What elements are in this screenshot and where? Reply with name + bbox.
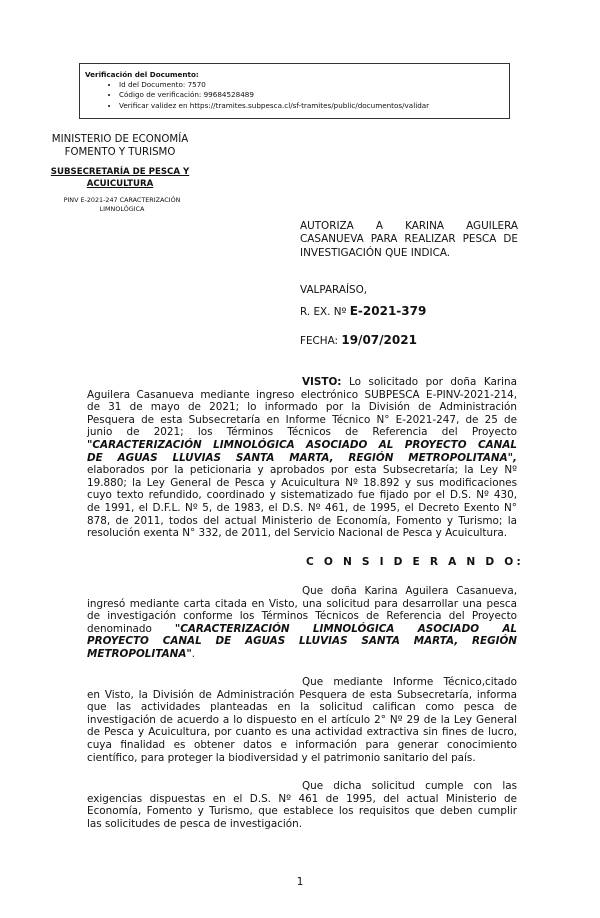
date-label: FECHA: <box>300 335 339 347</box>
considerando-paragraph-3 <box>87 780 517 830</box>
paragraph-line: investigación de acuerdo a lo dispuesto en el artículo 2° Nº 29 de la Ley General <box>87 713 517 726</box>
visto-line: cuyo texto refundido, coordinado y sistematizado fue fijado por el D.S. Nº 430, <box>87 489 517 502</box>
pinv-line-1: PINV E-2021-247 CARACTERIZACIÓN <box>63 196 181 204</box>
resolution-title-line: CASANUEVA PARA REALIZAR PESCA DE <box>300 233 518 246</box>
paragraph-line <box>87 648 517 661</box>
date-value: 19/07/2021 <box>341 333 417 347</box>
paragraph-line: las solicitudes de pesca de investigación. <box>87 817 303 830</box>
verification-id: • Id del Documento: 7570 <box>119 80 509 90</box>
paragraph-line: Que dicha solicitud cumple con las <box>302 780 517 792</box>
paragraph-line: Que doña Karina Aguilera Casanueva, <box>302 585 517 597</box>
pinv-line-2: LIMNOLÓGICA <box>99 204 145 213</box>
page-number: 1 <box>296 876 304 888</box>
paragraph-line: de investigación conforme los Términos Técnicos de Referencia del Proyecto <box>87 610 517 623</box>
resolution-title-line: INVESTIGACIÓN QUE INDICA. <box>300 246 451 259</box>
project-title-line: PROYECTO CANAL DE AGUAS LLUVIAS SANTA MARTA, REGIÓN <box>87 635 517 648</box>
resolution-number <box>300 304 426 318</box>
paragraph-text: . <box>191 647 196 660</box>
paragraph-line: cuya finalidad es obtener datos e información para generar conocimiento <box>87 738 517 751</box>
visto-label: VISTO: <box>302 376 342 388</box>
visto-line <box>87 376 517 389</box>
visto-line: Pesquera de esta Subsecretaría en Informe Técnico N° E-2021-247, de 25 de <box>87 413 517 426</box>
visto-line: 878, de 2011, todos del actual Ministerio de Economía, Fomento y Turismo; la <box>87 514 517 527</box>
paragraph-line: Economía, Fomento y Turismo, que establece los requisitos que deben cumplir <box>87 805 517 818</box>
verification-url: • Verificar validez en https://tramites.subpesca.cl/sf-tramites/public/documentos/validar <box>119 101 509 111</box>
visto-line: Aguilera Casanueva mediante ingreso electrónico SUBPESCA E-PINV-2021-214, <box>87 388 517 401</box>
considerando-paragraph-1 <box>87 585 517 661</box>
visto-line: junio de 2021; los Términos Técnicos de Referencia del Proyecto <box>87 426 517 439</box>
resolution-title <box>300 220 518 260</box>
project-title-line: METROPOLITANA" <box>87 647 192 660</box>
verification-code: • Código de verificación: 99684528489 <box>119 90 509 100</box>
project-title-line: DE AGUAS LLUVIAS SANTA MARTA, REGIÓN METROPOLITANA", <box>87 451 517 464</box>
paragraph-line <box>87 623 517 636</box>
verification-list <box>85 80 509 111</box>
place: VALPARAÍSO, <box>300 284 368 296</box>
visto-line: resolución exenta N° 332, de 2011, del Servicio Nacional de Pesca y Acuicultura. <box>87 527 508 540</box>
considerando-paragraph-2 <box>87 676 517 764</box>
paragraph-text: denominado <box>87 622 152 635</box>
resolution-date <box>300 333 417 347</box>
visto-section <box>87 376 517 540</box>
paragraph-line: Que mediante Informe Técnico,citado <box>302 676 517 688</box>
ministry-line-2: FOMENTO Y TURISMO <box>64 147 176 158</box>
pinv-reference <box>32 196 212 213</box>
ministry-heading <box>40 133 200 159</box>
rex-label: R. EX. Nº <box>300 306 347 318</box>
resolution-title-line: AUTORIZA A KARINA AGUILERA <box>300 220 518 232</box>
subsecretaria-line-1: SUBSECRETARÍA DE PESCA Y <box>50 167 190 177</box>
paragraph-line: científico, para proteger la biodiversidad y el patrimonio sanitario del país. <box>87 751 476 764</box>
paragraph-line: en Visto, la División de Administración Pesquera de esta Subsecretaría, informa <box>87 688 517 701</box>
subsecretaria-line-2: ACUICULTURA <box>86 179 154 189</box>
paragraph-line: ingresó mediante carta citada en Visto, una solicitud para desarrollar una pesca <box>87 597 517 610</box>
visto-line: de 31 de mayo de 2021; lo informado por la División de Administración <box>87 401 517 414</box>
project-title-line: "CARACTERIZACIÓN LIMNOLÓGICA ASOCIADO AL <box>174 622 517 635</box>
visto-line: elaborados por la peticionaria y aprobados por esta Subsecretaría; la Ley Nº <box>87 464 517 477</box>
paragraph-line: de Pesca y Acuicultura, por cuanto es una actividad extractiva sin fines de lucro, <box>87 726 517 739</box>
verification-title: Verificación del Documento: <box>85 70 199 79</box>
project-title-line: "CARACTERIZACIÓN LIMNOLÓGICA ASOCIADO AL PROYECTO CANAL <box>87 438 517 451</box>
paragraph-line: exigencias dispuestas en el D.S. Nº 461 de 1995, del actual Ministerio de <box>87 792 517 805</box>
subsecretaria-heading <box>40 166 200 190</box>
visto-line: de 1991, el D.F.L. Nº 5, de 1983, el D.S. Nº 461, de 1995, el Decreto Exento N° <box>87 501 517 514</box>
paragraph-line: que las actividades planteadas en la solicitud califican como pesca de <box>87 701 517 714</box>
visto-text: Lo solicitado por doña Karina <box>349 376 517 388</box>
ministry-line-1: MINISTERIO DE ECONOMÍA <box>51 134 189 145</box>
considerando-heading: C O N S I D E R A N D O: <box>306 556 524 568</box>
verification-box <box>79 63 510 119</box>
rex-number: E-2021-379 <box>349 304 427 318</box>
visto-line: 19.880; la Ley General de Pesca y Acuicultura Nº 18.892 y sus modificaciones <box>87 476 517 489</box>
